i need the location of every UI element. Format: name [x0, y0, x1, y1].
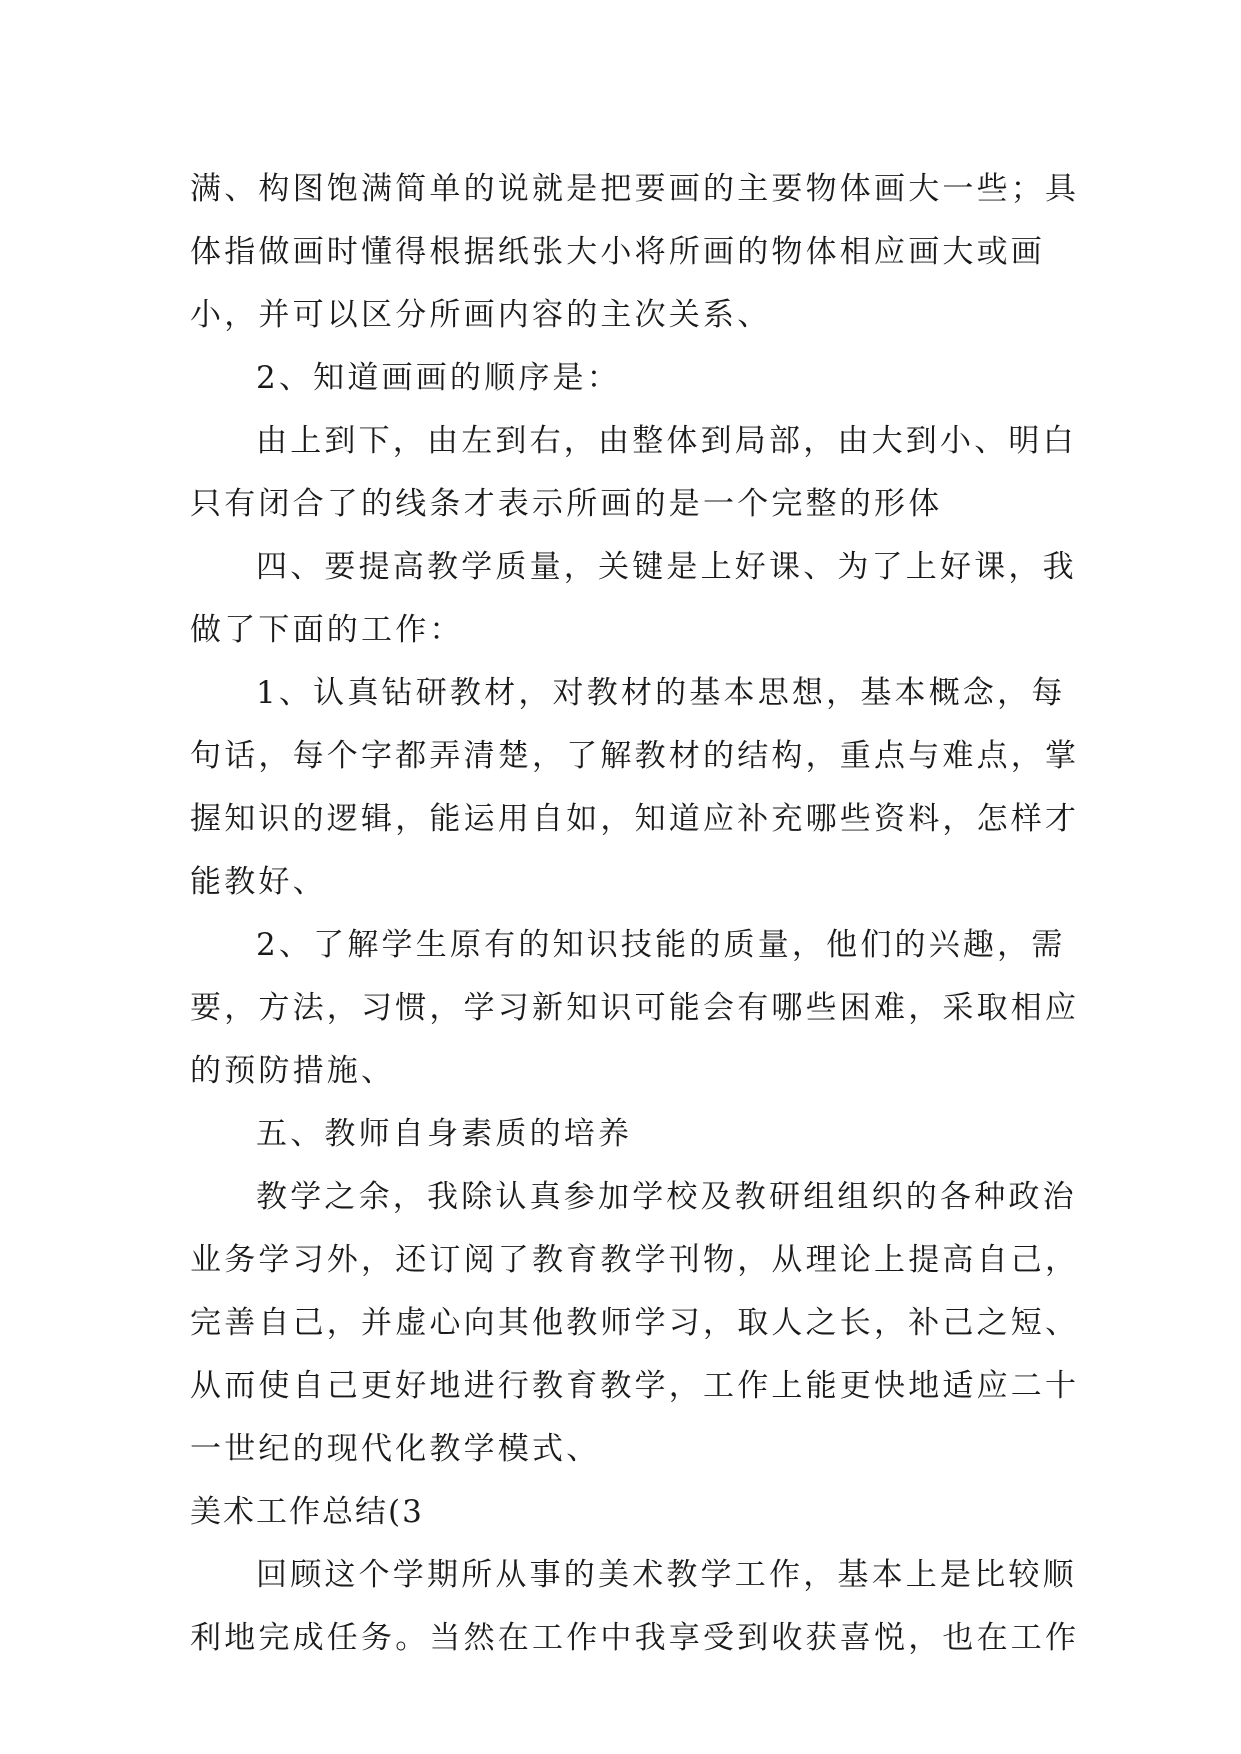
body-line: 要，方法，习惯，学习新知识可能会有哪些困难，采取相应 [190, 990, 1080, 1026]
body-line: 满、构图饱满简单的说就是把要画的主要物体画大一些；具 [190, 171, 1080, 207]
body-line: 只有闭合了的线条才表示所画的是一个完整的形体 [190, 486, 943, 522]
body-line: 小，并可以区分所画内容的主次关系、 [190, 297, 772, 333]
body-line: 教学之余，我除认真参加学校及教研组组织的各种政治 [256, 1179, 1077, 1215]
body-line: 2、了解学生原有的知识技能的质量，他们的兴趣，需 [256, 927, 1066, 963]
body-line: 句话，每个字都弄清楚，了解教材的结构，重点与难点，掌 [190, 738, 1080, 774]
body-line: 回顾这个学期所从事的美术教学工作，基本上是比较顺 [256, 1557, 1077, 1593]
document-body [190, 158, 1080, 1670]
body-line: 1、认真钻研教材，对教材的基本思想，基本概念，每 [256, 675, 1066, 711]
body-line: 握知识的逻辑，能运用自如，知道应补充哪些资料，怎样才 [190, 801, 1080, 837]
body-line: 利地完成任务。当然在工作中我享受到收获喜悦，也在工作 [190, 1620, 1080, 1656]
body-line: 体指做画时懂得根据纸张大小将所画的物体相应画大或画 [190, 234, 1045, 270]
body-line: 一世纪的现代化教学模式、 [190, 1431, 601, 1467]
body-line: 2、知道画画的顺序是： [256, 360, 621, 396]
body-line: 的预防措施、 [190, 1053, 396, 1089]
body-line: 能教好、 [190, 864, 327, 900]
body-line: 做了下面的工作： [190, 612, 464, 648]
body-line: 业务学习外，还订阅了教育教学刊物，从理论上提高自己， [190, 1242, 1080, 1278]
body-line: 四、要提高教学质量，关键是上好课、为了上好课，我 [256, 549, 1077, 585]
document-heading: 美术工作总结(3 [190, 1494, 424, 1530]
body-line: 完善自己，并虚心向其他教师学习，取人之长，补己之短、 [190, 1305, 1080, 1341]
body-line: 由上到下，由左到右，由整体到局部，由大到小、明白 [256, 423, 1077, 459]
section-heading: 五、教师自身素质的培养 [256, 1116, 633, 1152]
body-line: 从而使自己更好地进行教育教学，工作上能更快地适应二十 [190, 1368, 1080, 1404]
